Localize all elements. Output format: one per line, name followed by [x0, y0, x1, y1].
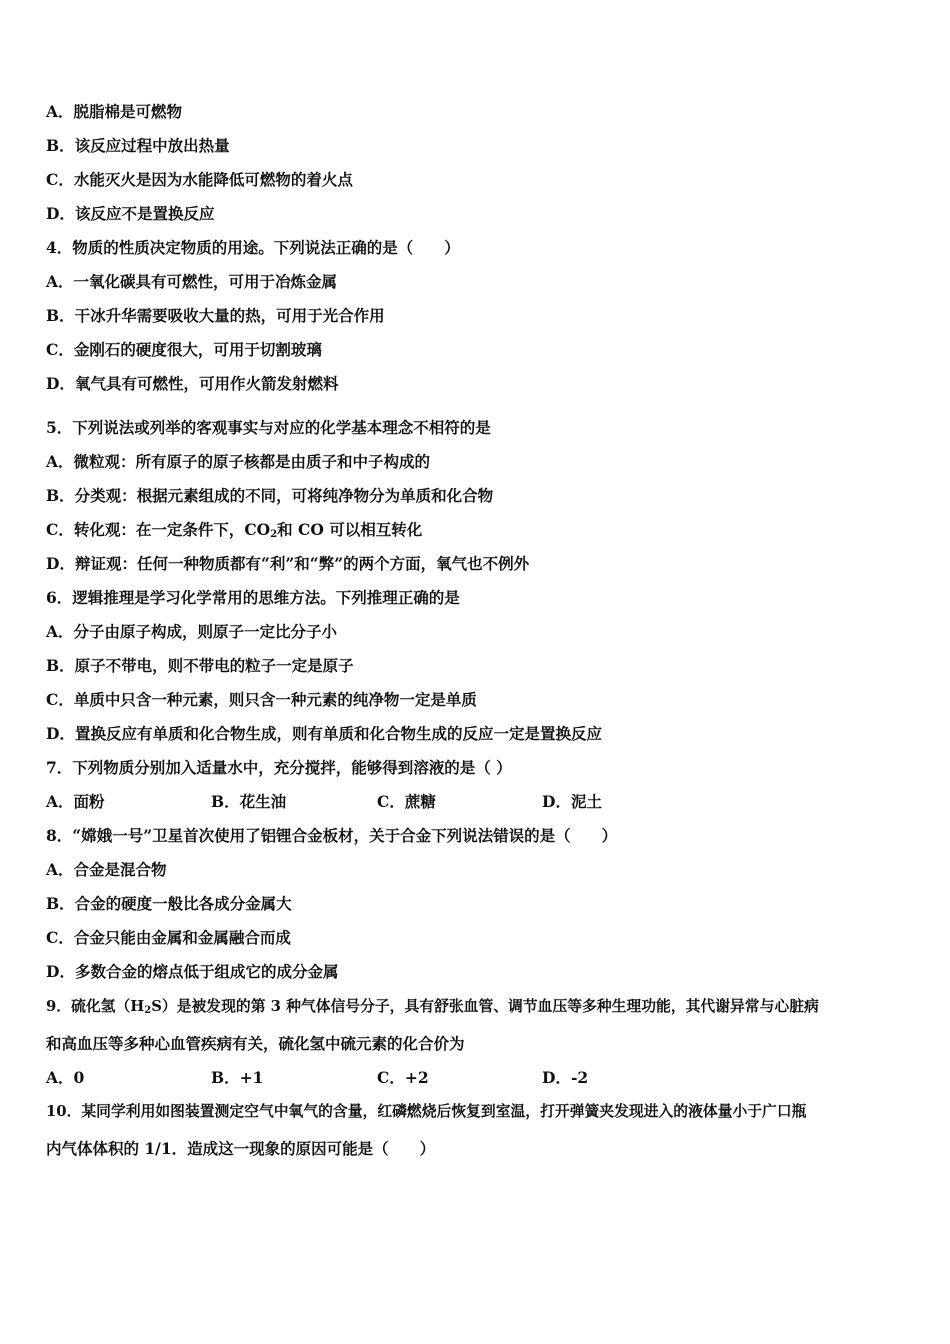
- q9-stem-suffix: S）是被发现的第 3 种气体信号分子，具有舒张血管、调节血压等多种生理功能，其代谢异常与心脏病: [151, 998, 819, 1015]
- q9-option-c: C．+2: [377, 1068, 429, 1087]
- q9-stem-subscript: 2: [144, 1005, 152, 1016]
- q3-option-b: B．该反应过程中放出热量: [46, 136, 230, 155]
- q7-option-a: A．面粉: [46, 792, 105, 811]
- q9-option-b: B．+1: [211, 1068, 264, 1087]
- q3-option-d: D．该反应不是置换反应: [46, 204, 215, 223]
- q5-option-a: A．微粒观：所有原子的原子核都是由质子和中子构成的: [46, 452, 431, 471]
- q6-stem: 6．逻辑推理是学习化学常用的思维方法。下列推理正确的是: [46, 588, 460, 607]
- q7-options-row: [46, 792, 926, 812]
- q9-option-d: D．-2: [542, 1068, 589, 1087]
- q9-option-a: A．0: [46, 1068, 85, 1087]
- q3-option-c: C．水能灭火是因为水能降低可燃物的着火点: [46, 170, 353, 189]
- q4-stem: 4．物质的性质决定物质的用途。下列说法正确的是（ ）: [46, 238, 460, 257]
- q5-stem: 5．下列说法或列举的客观事实与对应的化学基本理念不相符的是: [46, 418, 491, 437]
- q7-option-d: D．泥土: [542, 792, 602, 811]
- q6-option-b: B．原子不带电，则不带电的粒子一定是原子: [46, 656, 354, 675]
- q9-stem-line1: [46, 997, 819, 1021]
- q5-option-d: D．辩证观：任何一种物质都有“利”和“弊”的两个方面，氧气也不例外: [46, 554, 530, 573]
- q10-stem-line2: 内气体体积的 1/1．造成这一现象的原因可能是（ ）: [46, 1139, 436, 1158]
- q5-option-c-suffix: 和 CO 可以相互转化: [277, 520, 423, 539]
- q7-stem: 7．下列物质分别加入适量水中，充分搅拌，能够得到溶液的是（ ）: [46, 758, 512, 777]
- q3-option-a: A．脱脂棉是可燃物: [46, 102, 183, 121]
- q6-option-d: D．置换反应有单质和化合物生成，则有单质和化合物生成的反应一定是置换反应: [46, 724, 602, 743]
- q8-stem: 8．“嫦娥一号”卫星首次使用了铝锂合金板材，关于合金下列说法错误的是（ ）: [46, 826, 618, 845]
- q8-option-c: C．合金只能由金属和金属融合而成: [46, 928, 291, 947]
- q10-stem-line1: 10．某同学利用如图装置测定空气中氧气的含量，红磷燃烧后恢复到室温，打开弹簧夹发现进入的液体量小于广口瓶: [46, 1103, 807, 1120]
- q4-option-b: B．干冰升华需要吸收大量的热，可用于光合作用: [46, 306, 385, 325]
- q5-option-b: B．分类观：根据元素组成的不同，可将纯净物分为单质和化合物: [46, 486, 494, 505]
- q7-option-c: C．蔗糖: [377, 792, 436, 811]
- q5-option-c-subscript: 2: [270, 529, 278, 540]
- q5-option-c: [46, 520, 422, 545]
- q6-option-c: C．单质中只含一种元素，则只含一种元素的纯净物一定是单质: [46, 690, 477, 709]
- q4-option-d: D．氧气具有可燃性，可用作火箭发射燃料: [46, 374, 339, 393]
- q4-option-c: C．金刚石的硬度很大，可用于切割玻璃: [46, 340, 322, 359]
- q9-stem-prefix: 9．硫化氢（H: [46, 998, 145, 1015]
- q7-option-b: B．花生油: [211, 792, 287, 811]
- q4-option-a: A．一氧化碳具有可燃性，可用于冶炼金属: [46, 272, 338, 291]
- q8-option-a: A．合金是混合物: [46, 860, 167, 879]
- q6-option-a: A．分子由原子构成，则原子一定比分子小: [46, 622, 338, 641]
- q5-option-c-prefix: C．转化观：在一定条件下，CO: [46, 520, 271, 539]
- q9-options-row: [46, 1068, 926, 1088]
- q9-stem-line2: 和高血压等多种心血管疾病有关，硫化氢中硫元素的化合价为: [46, 1034, 465, 1053]
- q8-option-b: B．合金的硬度一般比各成分金属大: [46, 894, 292, 913]
- q8-option-d: D．多数合金的熔点低于组成它的成分金属: [46, 962, 339, 981]
